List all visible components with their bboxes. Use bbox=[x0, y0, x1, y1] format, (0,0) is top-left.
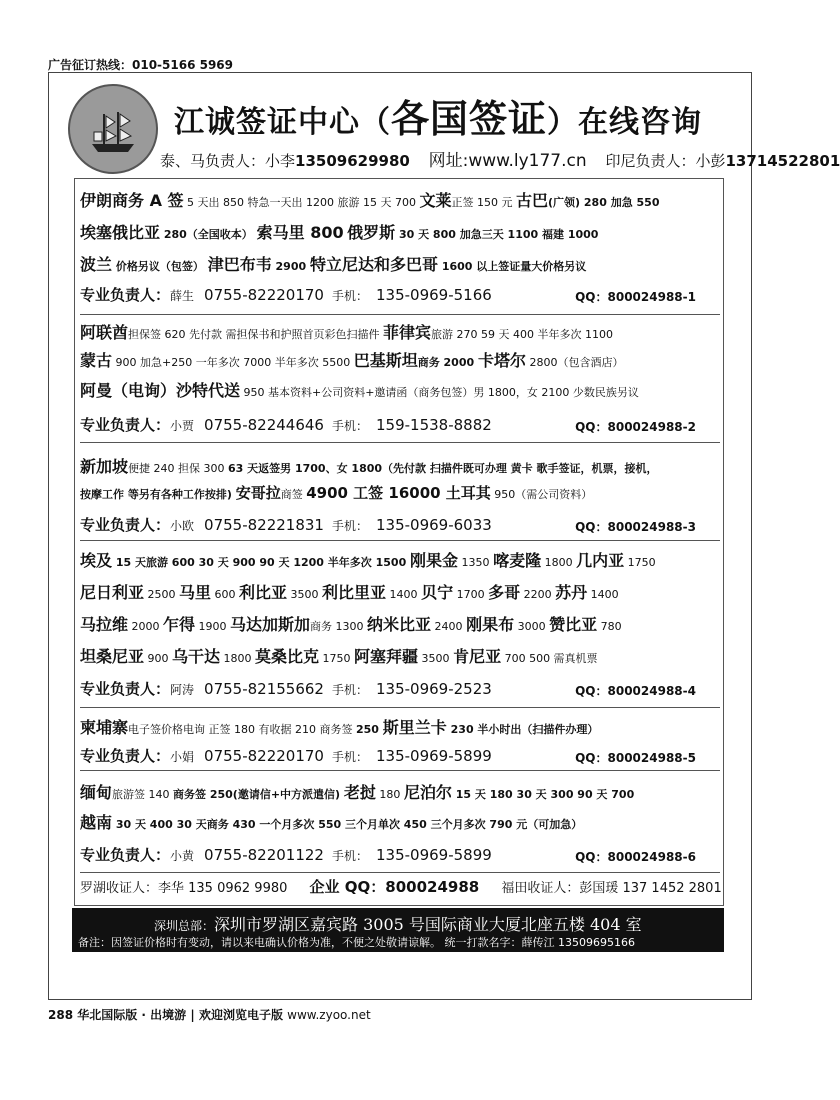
page-number: 288 bbox=[48, 1008, 74, 1022]
price-detail: 1350 bbox=[458, 556, 494, 569]
price-detail: 价格另议（包签） bbox=[112, 260, 208, 273]
responsible-person bbox=[80, 844, 492, 865]
rep-mobile: 135-0969-2523 bbox=[375, 680, 492, 698]
country-name: 波兰 bbox=[80, 255, 113, 274]
country-name: 埃及 bbox=[80, 551, 113, 570]
price-detail: 900 加急+250 一年多次 7000 半年多次 5500 bbox=[112, 356, 354, 369]
price-line bbox=[80, 252, 586, 275]
header bbox=[50, 78, 840, 178]
price-detail: 63 天返签男 1700、女 1800（先付款 扫描件既可办理 黄卡 歌手签证，机票，接机， bbox=[228, 462, 658, 475]
country-name: 4900 工签 16000 土耳其 bbox=[306, 484, 491, 502]
logo bbox=[68, 84, 158, 174]
price-detail: 900 bbox=[144, 652, 173, 665]
price-detail: 1900 bbox=[195, 620, 231, 633]
brand-paren-close: ） bbox=[547, 105, 579, 140]
brand-pre: 江诚签证中心 bbox=[174, 105, 360, 140]
country-name: 利比里亚 bbox=[322, 583, 387, 602]
country-name: 贝宁 bbox=[421, 583, 454, 602]
rep-phone: 0755-82155662 bbox=[204, 680, 324, 698]
price-detail: 950 基本资料+公司资料+邀请函（商务包签）男 1800，女 2100 少数民族另议 bbox=[240, 386, 639, 399]
responsible-person bbox=[80, 284, 492, 305]
brand-post: 在线咨询 bbox=[578, 105, 703, 140]
futian-collector: 福田收证人：彭国瑗 137 1452 2801 bbox=[501, 881, 722, 896]
country-name: 安哥拉 bbox=[235, 484, 281, 502]
price-detail: 商务签 250(邀请信+中方派遣信) bbox=[173, 788, 344, 801]
price-line bbox=[80, 320, 613, 343]
country-name: 马达加斯加 bbox=[230, 615, 311, 634]
ad-hotline: 广告征订热线：010-5166 5969 bbox=[48, 58, 234, 72]
rep-mobile: 135-0969-6033 bbox=[375, 516, 492, 534]
price-line bbox=[80, 548, 656, 571]
country-name: 新加坡 bbox=[80, 457, 129, 476]
rep-name: 阿涛 bbox=[170, 683, 195, 697]
price-line bbox=[80, 780, 634, 803]
country-name: 刚果金 bbox=[410, 551, 459, 570]
rep-name: 小欧 bbox=[170, 519, 195, 533]
qq-number: QQ：800024988-3 bbox=[575, 520, 696, 534]
country-name: 越南 bbox=[80, 813, 113, 832]
country-name: 乌干达 bbox=[172, 647, 221, 666]
country-name: 苏丹 bbox=[555, 583, 588, 602]
country-name: 缅甸 bbox=[80, 783, 113, 802]
country-name: 乍得 bbox=[163, 615, 196, 634]
country-name: 利比亚 bbox=[239, 583, 288, 602]
price-detail: 700 500 需真机票 bbox=[501, 652, 598, 665]
footer-divider: | bbox=[190, 1008, 195, 1022]
country-name: 刚果布 bbox=[466, 615, 515, 634]
price-detail: 780 bbox=[597, 620, 622, 633]
brand-paren-open: （ bbox=[360, 105, 391, 140]
rep-phone: 0755-82201122 bbox=[204, 846, 324, 864]
price-line bbox=[80, 580, 619, 603]
country-name: 赞比亚 bbox=[549, 615, 598, 634]
country-name: 坦桑尼亚 bbox=[80, 647, 145, 666]
country-name: 马里 bbox=[179, 583, 212, 602]
price-detail: 230 半小时出（扫描件办理） bbox=[446, 723, 599, 736]
country-name: 几内亚 bbox=[576, 551, 625, 570]
hq-banner bbox=[72, 908, 724, 952]
price-detail: 2200 bbox=[520, 588, 556, 601]
rep-phone: 0755-82244646 bbox=[204, 416, 324, 434]
page-footer bbox=[48, 1006, 371, 1023]
country-name: 卡塔尔 bbox=[477, 351, 526, 370]
country-name: 多哥 bbox=[488, 583, 521, 602]
qq-number: QQ：800024988-2 bbox=[575, 420, 696, 434]
rep-name: 小娟 bbox=[170, 750, 195, 764]
price-detail: 2400 bbox=[431, 620, 467, 633]
luohu-collector: 罗湖收证人：李华 135 0962 9980 bbox=[80, 881, 288, 896]
rep-phone: 0755-82221831 bbox=[204, 516, 324, 534]
contact-1-phone: 13509629980 bbox=[295, 152, 410, 170]
country-name: 古巴 bbox=[516, 191, 549, 210]
country-name: 俄罗斯 bbox=[347, 223, 396, 242]
rep-mobile-label: 手机： bbox=[331, 750, 368, 764]
price-line bbox=[80, 482, 592, 503]
contact-2: 印尼负责人：小彭 bbox=[605, 152, 726, 170]
price-detail: 旅游签 140 bbox=[112, 788, 174, 801]
country-name: 斯里兰卡 bbox=[382, 718, 447, 737]
price-detail: 15 天旅游 600 30 天 900 90 天 1200 半年多次 1500 bbox=[112, 556, 411, 569]
country-name: 阿联酋 bbox=[80, 323, 129, 342]
country-name: 喀麦隆 bbox=[493, 551, 542, 570]
country-name: 伊朗商务 A 签 bbox=[80, 191, 184, 210]
qq-number: QQ：800024988-5 bbox=[575, 751, 696, 765]
rep-label: 专业负责人： bbox=[80, 286, 171, 304]
price-detail: 商务 1300 bbox=[310, 620, 368, 633]
hq-address: 深圳市罗湖区嘉宾路 3005 号国际商业大厦北座五楼 404 室 bbox=[214, 915, 642, 934]
footer-url[interactable]: www.zyoo.net bbox=[287, 1008, 371, 1022]
rep-phone: 0755-82220170 bbox=[204, 747, 324, 765]
edition: 华北国际版 · 出境游 bbox=[77, 1008, 187, 1022]
section-divider bbox=[80, 314, 720, 315]
country-name: 尼泊尔 bbox=[403, 783, 452, 802]
country-name: 蒙古 bbox=[80, 351, 113, 370]
rep-label: 专业负责人： bbox=[80, 416, 171, 434]
price-detail: 280（全国收本） bbox=[160, 228, 257, 241]
country-name: 莫桑比克 bbox=[255, 647, 320, 666]
brand-title bbox=[174, 88, 702, 143]
contact-1: 泰、马负责人：小李 bbox=[160, 152, 296, 170]
responsible-person bbox=[80, 678, 492, 699]
price-detail: 5 天出 850 特急一天出 1200 旅游 15 天 700 bbox=[183, 196, 420, 209]
price-detail: 180 bbox=[375, 788, 404, 801]
price-detail: 商签 bbox=[280, 488, 307, 501]
footer-invite: 欢迎浏览电子版 bbox=[198, 1008, 283, 1022]
responsible-person bbox=[80, 414, 492, 435]
website: 网址:www.ly177.cn bbox=[428, 151, 587, 171]
price-detail: 1800 bbox=[220, 652, 256, 665]
price-detail: 950（需公司资料） bbox=[490, 488, 593, 501]
price-detail: 3500 bbox=[287, 588, 323, 601]
rep-name: 小黄 bbox=[170, 849, 195, 863]
hq-label: 深圳总部： bbox=[154, 919, 215, 933]
rep-mobile-label: 手机： bbox=[331, 849, 368, 863]
price-detail: 电子签价格电询 正签 180 有收据 210 商务签 bbox=[128, 723, 356, 736]
qq-number: QQ：800024988-4 bbox=[575, 684, 696, 698]
price-detail: 正签 150 元 bbox=[451, 196, 516, 209]
country-name: 巴基斯坦 bbox=[353, 351, 418, 370]
country-name: 肯尼亚 bbox=[453, 647, 502, 666]
rep-mobile-label: 手机： bbox=[331, 289, 368, 303]
price-detail: 15 天 180 30 天 300 90 天 700 bbox=[451, 788, 635, 801]
price-line bbox=[80, 810, 582, 833]
enterprise-qq: 企业 QQ：800024988 bbox=[309, 878, 480, 896]
country-name: 老挝 bbox=[343, 783, 376, 802]
price-line bbox=[80, 715, 598, 738]
rep-mobile: 135-0969-5166 bbox=[375, 286, 492, 304]
price-detail: 旅游 270 59 天 400 半年多次 1100 bbox=[431, 328, 613, 341]
rep-mobile: 159-1538-8882 bbox=[375, 416, 492, 434]
rep-mobile-label: 手机： bbox=[331, 519, 368, 533]
rep-name: 小贾 bbox=[170, 419, 195, 433]
rep-label: 专业负责人： bbox=[80, 747, 171, 765]
price-detail: 担保签 620 先付款 需担保书和护照首页彩色扫描件 bbox=[128, 328, 383, 341]
section-divider bbox=[80, 770, 720, 771]
price-detail: 1400 bbox=[386, 588, 422, 601]
country-name: 特立尼达和多巴哥 bbox=[309, 255, 438, 274]
header-contacts bbox=[160, 146, 840, 171]
price-line bbox=[80, 378, 639, 401]
price-line bbox=[80, 644, 598, 667]
price-detail: 2900 bbox=[271, 260, 310, 273]
hq-address-line bbox=[154, 912, 642, 935]
price-detail: 1400 bbox=[587, 588, 619, 601]
qq-number: QQ：800024988-6 bbox=[575, 850, 696, 864]
country-name: 埃塞俄比亚 bbox=[80, 223, 161, 242]
country-name: 菲律宾 bbox=[383, 323, 432, 342]
country-name: 文莱 bbox=[419, 191, 452, 210]
country-name: 尼日利亚 bbox=[80, 583, 145, 602]
responsible-person bbox=[80, 745, 492, 766]
price-line bbox=[80, 220, 598, 243]
section-divider bbox=[80, 707, 720, 708]
country-name: 阿塞拜疆 bbox=[354, 647, 419, 666]
qq-number: QQ：800024988-1 bbox=[575, 290, 696, 304]
price-detail: 1750 bbox=[624, 556, 656, 569]
rep-mobile-label: 手机： bbox=[331, 683, 368, 697]
price-detail: 1750 bbox=[319, 652, 355, 665]
price-detail: (广领) 280 加急 550 bbox=[548, 196, 660, 209]
country-name: 津巴布韦 bbox=[207, 255, 272, 274]
price-detail: 600 bbox=[211, 588, 240, 601]
price-detail: 2800（包含酒店） bbox=[526, 356, 624, 369]
rep-name: 薛生 bbox=[170, 289, 195, 303]
price-detail: 便捷 240 担保 300 bbox=[128, 462, 228, 475]
price-detail: 3000 bbox=[514, 620, 550, 633]
hq-note: 备注：因签证价格时有变动，请以来电确认价格为准，不便之处敬请谅解。 统一打款名字：薛传江 13509695166 bbox=[78, 936, 635, 949]
rep-mobile-label: 手机： bbox=[331, 419, 368, 433]
responsible-person bbox=[80, 514, 492, 535]
price-line bbox=[80, 612, 622, 635]
price-detail: 3500 bbox=[418, 652, 454, 665]
price-detail: 1700 bbox=[453, 588, 489, 601]
price-detail: 2500 bbox=[144, 588, 180, 601]
contact-2-phone: 13714522801 bbox=[725, 152, 840, 170]
price-detail: 30 天 400 30 天商务 430 一个月多次 550 三个月单次 450 三个月多次 790 元（可加急） bbox=[112, 818, 583, 831]
country-name: 纳米比亚 bbox=[367, 615, 432, 634]
rep-label: 专业负责人： bbox=[80, 516, 171, 534]
price-line bbox=[80, 188, 659, 211]
price-detail: 商务 2000 bbox=[417, 356, 478, 369]
price-detail: 30 天 800 加急三天 1100 福建 1000 bbox=[395, 228, 599, 241]
rep-label: 专业负责人： bbox=[80, 846, 171, 864]
price-detail: 2000 bbox=[128, 620, 164, 633]
rep-phone: 0755-82220170 bbox=[204, 286, 324, 304]
section-divider bbox=[80, 540, 720, 541]
rep-mobile: 135-0969-5899 bbox=[375, 846, 492, 864]
rep-mobile: 135-0969-5899 bbox=[375, 747, 492, 765]
price-line bbox=[80, 454, 658, 477]
price-detail: 1600 以上签证量大价格另议 bbox=[438, 260, 587, 273]
section-divider bbox=[80, 872, 720, 873]
collectors bbox=[80, 876, 720, 897]
country-name: 阿曼（电询）沙特代送 bbox=[80, 381, 241, 400]
price-detail: 250 bbox=[356, 723, 383, 736]
price-detail: 1800 bbox=[541, 556, 577, 569]
country-name: 马拉维 bbox=[80, 615, 129, 634]
brand-big: 各国签证 bbox=[391, 97, 548, 141]
section-divider bbox=[80, 442, 720, 443]
rep-label: 专业负责人： bbox=[80, 680, 171, 698]
country-name: 柬埔寨 bbox=[80, 718, 129, 737]
price-line bbox=[80, 348, 624, 371]
price-detail: 按摩工作 等另有各种工作按排) bbox=[80, 488, 236, 501]
ship-icon bbox=[88, 108, 138, 158]
country-name: 索马里 800 bbox=[256, 223, 344, 242]
